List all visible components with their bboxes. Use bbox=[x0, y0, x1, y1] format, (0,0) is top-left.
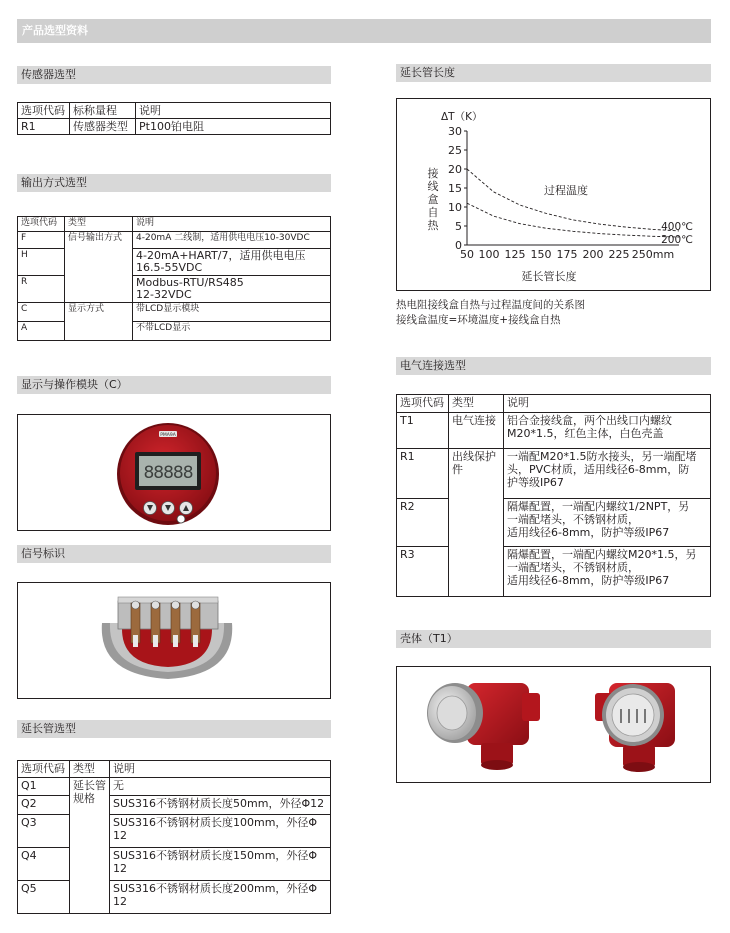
table-row bbox=[18, 276, 331, 303]
ext-section-title: 延长管选型 bbox=[17, 720, 331, 738]
chart-x-tick-label: 200 bbox=[582, 248, 604, 261]
table-row bbox=[397, 547, 711, 597]
chart-x-tick-label: 125 bbox=[504, 248, 526, 261]
table-row bbox=[18, 217, 331, 232]
table-row bbox=[18, 796, 331, 815]
header-cell: 类型 bbox=[449, 395, 504, 413]
table-row bbox=[18, 778, 331, 796]
display-module-image bbox=[17, 414, 331, 531]
code-cell: R bbox=[18, 276, 65, 303]
desc-cell: 铝合金接线盒，两个出线口内螺纹 M20*1.5，红色主体，白色壳盖 bbox=[504, 413, 711, 449]
table-row bbox=[18, 232, 331, 249]
code-cell: Q3 bbox=[18, 815, 70, 848]
code-cell: Q4 bbox=[18, 848, 70, 881]
sensor-section-title: 传感器选型 bbox=[17, 66, 331, 84]
header-cell: 说明 bbox=[110, 761, 331, 778]
table-row bbox=[397, 395, 711, 413]
caption-line: 热电阻接线盒自热与过程温度间的关系图 bbox=[396, 299, 585, 311]
chart-y-label bbox=[428, 166, 440, 232]
table-row bbox=[18, 303, 331, 322]
desc-cell: 4-20mA 二线制，适用供电电压10-30VDC bbox=[133, 232, 331, 249]
header-cell: 类型 bbox=[65, 217, 133, 232]
chart-series-label: 200℃ bbox=[661, 234, 693, 247]
code-cell: F bbox=[18, 232, 65, 249]
display-module-illustration bbox=[18, 415, 330, 530]
chart-series-line bbox=[467, 203, 679, 237]
elec-table bbox=[396, 394, 711, 597]
chart-y-label-char: 自 bbox=[427, 206, 439, 219]
output-table bbox=[17, 216, 331, 341]
length-chart-box bbox=[396, 98, 711, 291]
desc-cell: 带LCD显示模块 bbox=[133, 303, 331, 322]
desc-cell: SUS316不锈钢材质长度200mm，外径Φ 12 bbox=[110, 881, 331, 914]
header-cell: 选项代码 bbox=[397, 395, 449, 413]
elec-section-title: 电气连接选型 bbox=[396, 357, 711, 375]
desc-cell: 一端配M20*1.5防水接头，另一端配堵 头，PVC材质，适用线径6-8mm，防 护等级IP67 bbox=[504, 449, 711, 499]
chart-y-label-char: 盒 bbox=[427, 193, 439, 206]
chart-x-tick-label: 175 bbox=[556, 248, 578, 261]
header-cell: 说明 bbox=[504, 395, 711, 413]
chart-series-line bbox=[467, 169, 679, 231]
table-row bbox=[397, 449, 711, 499]
table-row bbox=[18, 815, 331, 848]
table-row bbox=[18, 848, 331, 881]
chart-x-tick-label: 150 bbox=[530, 248, 552, 261]
desc-cell: Pt100铂电阻 bbox=[136, 119, 331, 135]
chart-y-tick-label: 20 bbox=[448, 163, 462, 176]
desc-cell: SUS316不锈钢材质长度150mm，外径Φ 12 bbox=[110, 848, 331, 881]
chart-y-label-char: 热 bbox=[427, 219, 439, 232]
desc-cell: 4-20mA+HART/7，适用供电电压 16.5-55VDC bbox=[133, 249, 331, 276]
code-cell: H bbox=[18, 249, 65, 276]
type-cell: 电气连接 bbox=[449, 413, 504, 449]
chart-x-label: 延长管长度 bbox=[521, 270, 577, 283]
housing-illustration bbox=[397, 667, 710, 782]
svg-text:88888: 88888 bbox=[143, 463, 193, 483]
type-cell: 传感器类型 bbox=[70, 119, 136, 135]
table-row bbox=[18, 761, 331, 778]
code-cell: R2 bbox=[397, 499, 449, 547]
chart-x-tick-label: 50 bbox=[460, 248, 474, 261]
housing-section-title: 壳体（T1） bbox=[396, 630, 711, 648]
table-row bbox=[18, 249, 331, 276]
desc-cell: SUS316不锈钢材质长度100mm，外径Φ 12 bbox=[110, 815, 331, 848]
caption-line: 接线盒温度=环境温度+接线盒自热 bbox=[396, 314, 561, 326]
header-cell: 说明 bbox=[133, 217, 331, 232]
housing-image bbox=[396, 666, 711, 783]
selfheat-chart bbox=[397, 99, 710, 290]
chart-x-tick-label: 225 bbox=[608, 248, 630, 261]
terminal-block-image bbox=[17, 582, 331, 699]
chart-y-label-char: 接 bbox=[427, 167, 439, 180]
table-row bbox=[397, 413, 711, 449]
header-cell: 类型 bbox=[70, 761, 110, 778]
desc-cell: Modbus-RTU/RS485 12-32VDC bbox=[133, 276, 331, 303]
chart-y-tick-label: 0 bbox=[455, 239, 462, 252]
type-cell: 信号输出方式 bbox=[65, 232, 133, 303]
table-row bbox=[397, 499, 711, 547]
svg-text:PMA9A: PMA9A bbox=[160, 433, 176, 438]
chart-y-unit: ΔT（K） bbox=[441, 111, 483, 123]
header-cell: 选项代码 bbox=[18, 103, 70, 119]
code-cell: Q1 bbox=[18, 778, 70, 796]
ext-table bbox=[17, 760, 331, 914]
code-cell: R1 bbox=[397, 449, 449, 499]
table-row bbox=[18, 881, 331, 914]
desc-cell: 无 bbox=[110, 778, 331, 796]
code-cell: T1 bbox=[397, 413, 449, 449]
terminal-block-illustration bbox=[18, 583, 330, 698]
chart-y-tick-label: 5 bbox=[455, 220, 462, 233]
code-cell: R3 bbox=[397, 547, 449, 597]
code-cell: C bbox=[18, 303, 65, 322]
display-section-title: 显示与操作模块（C） bbox=[17, 376, 331, 394]
chart-y-label-char: 线 bbox=[427, 180, 439, 193]
desc-cell: 隔爆配置，一端配内螺纹1/2NPT，另 一端配堵头，不锈钢材质， 适用线径6-8mm，防护等级IP67 bbox=[504, 499, 711, 547]
header-cell: 选项代码 bbox=[18, 761, 70, 778]
header-cell: 说明 bbox=[136, 103, 331, 119]
length-section-title: 延长管长度 bbox=[396, 64, 711, 82]
page-banner: 产品选型资料 bbox=[17, 19, 711, 43]
header-cell: 选项代码 bbox=[18, 217, 65, 232]
output-section-title: 输出方式选型 bbox=[17, 174, 331, 192]
table-row bbox=[18, 322, 331, 341]
type-cell: 延长管规格 bbox=[70, 778, 110, 914]
chart-caption bbox=[396, 298, 585, 328]
table-row bbox=[18, 119, 331, 135]
desc-cell: 隔爆配置，一端配内螺纹M20*1.5，另 一端配堵头，不锈钢材质， 适用线径6-8mm，防护等级IP67 bbox=[504, 547, 711, 597]
sensor-table bbox=[17, 102, 331, 135]
code-cell: R1 bbox=[18, 119, 70, 135]
desc-cell: 不带LCD显示 bbox=[133, 322, 331, 341]
chart-y-tick-label: 10 bbox=[448, 201, 462, 214]
code-cell: A bbox=[18, 322, 65, 341]
code-cell: Q5 bbox=[18, 881, 70, 914]
chart-y-tick-label: 15 bbox=[448, 182, 462, 195]
chart-series-label: 400℃ bbox=[661, 220, 693, 233]
desc-cell: SUS316不锈钢材质长度50mm，外径Φ12 bbox=[110, 796, 331, 815]
header-cell: 标称量程 bbox=[70, 103, 136, 119]
signal-section-title: 信号标识 bbox=[17, 545, 331, 563]
chart-annotation: 过程温度 bbox=[544, 184, 588, 197]
table-row bbox=[18, 103, 331, 119]
type-cell: 出线保护件 bbox=[449, 449, 504, 597]
type-cell: 显示方式 bbox=[65, 303, 133, 341]
chart-x-tick-label: 250mm bbox=[631, 248, 675, 261]
chart-x-tick-label: 100 bbox=[478, 248, 500, 261]
chart-y-tick-label: 25 bbox=[448, 144, 462, 157]
chart-y-tick-label: 30 bbox=[448, 125, 462, 138]
code-cell: Q2 bbox=[18, 796, 70, 815]
